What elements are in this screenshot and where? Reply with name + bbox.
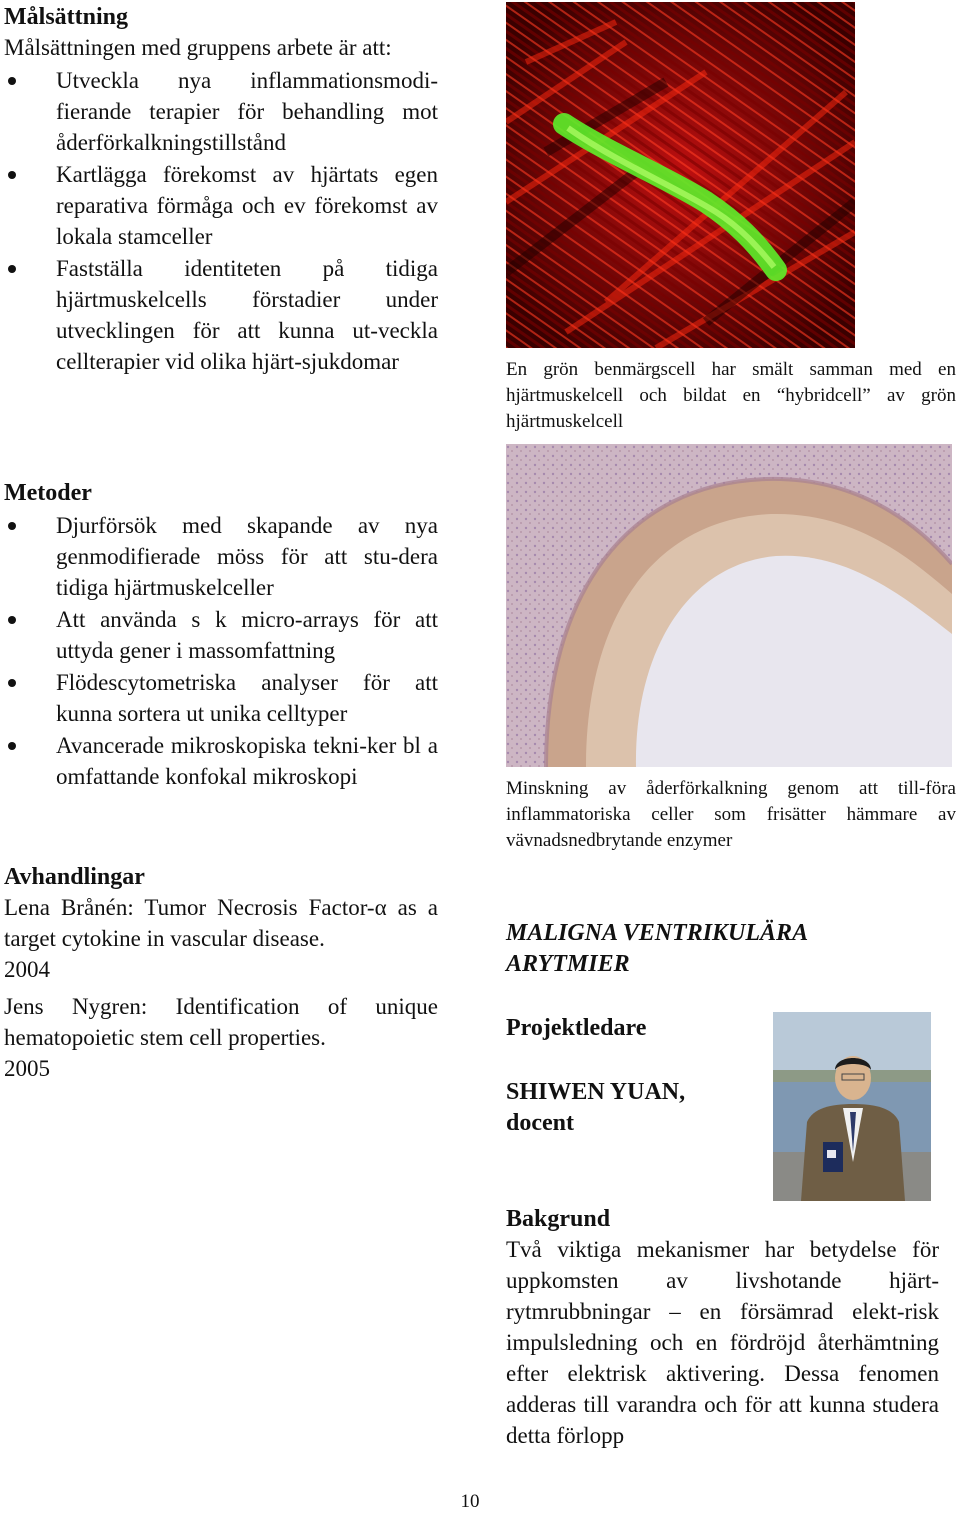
background-section (506, 1204, 939, 1451)
list-item: Flödescytometriska analyser för att kunna sortera ut unika celltyper (4, 667, 438, 729)
methods-section (4, 478, 438, 793)
list-item: Utveckla nya inflammationsmodi-fierande terapier för behandling mot åderförkalkningstillstånd (4, 65, 438, 158)
left-column (4, 2, 438, 378)
list-item: Fastställa identiteten på tidiga hjärtmuskelcells förstadier under utvecklingen för att kunna ut-veckla cellterapier vid olika hjärt-sjukdomar (4, 253, 438, 377)
portrait-photo (773, 1012, 931, 1201)
bullet-icon (8, 171, 16, 179)
histology-image (506, 444, 952, 767)
image-caption: En grön benmärgscell har smält samman med en hjärtmuskelcell och bildat en “hybridcell” av grön hjärtmuskelcell (506, 359, 956, 432)
goals-heading: Målsättning (4, 4, 129, 30)
page-number: 10 (460, 1491, 480, 1512)
goals-intro: Målsättningen med gruppens arbete är att: (4, 35, 392, 60)
goals-list (4, 65, 438, 377)
thesis-entry: Jens Nygren: Identification of unique hematopoietic stem cell properties. 2005 (4, 994, 438, 1081)
bullet-icon (8, 522, 16, 530)
methods-list (4, 510, 438, 792)
bullet-icon (8, 77, 16, 85)
image-caption: Minskning av åderförkalkning genom att till-föra inflammatoriska celler som frisätter hämmare av vävnadsnedbrytande enzymer (506, 778, 956, 851)
thesis-entry: Lena Brånén: Tumor Necrosis Factor-α as a target cytokine in vascular disease. 2004 (4, 895, 438, 982)
leader-label: Projektledare (506, 1015, 647, 1041)
list-item: Djurförsök med skapande av nya genmodifierade möss för att stu-dera tidiga hjärtmuskelceller (4, 510, 438, 603)
list-item: Kartlägga förekomst av hjärtats egen reparativa förmåga och ev förekomst av lokala stamceller (4, 159, 438, 252)
background-heading: Bakgrund (506, 1206, 611, 1232)
list-item: Avancerade mikroskopiska tekni-ker bl a omfattande konfokal mikroskopi (4, 730, 438, 792)
bullet-icon (8, 679, 16, 687)
bullet-icon (8, 616, 16, 624)
project-title: MALIGNA VENTRIKULÄRA ARYTMIER (506, 920, 809, 977)
theses-section (4, 862, 438, 1084)
fluorescence-image (506, 2, 855, 348)
leader-name: SHIWEN YUAN, docent (506, 1079, 686, 1136)
bullet-icon (8, 742, 16, 750)
background-text: Två viktiga mekanismer har betydelse för uppkomsten av livshotande hjärt-rytmrubbningar – en försämrad elekt-risk impulsledning och en fördröjd återhämtning efter elektrisk aktivering. Dessa fenomen adderas till varandra och för att kunna studera detta förlopp (506, 1237, 939, 1448)
theses-heading: Avhandlingar (4, 864, 145, 890)
list-item: Att använda s k micro-arrays för att uttyda gener i massomfattning (4, 604, 438, 666)
methods-heading: Metoder (4, 480, 92, 506)
bullet-icon (8, 265, 16, 273)
